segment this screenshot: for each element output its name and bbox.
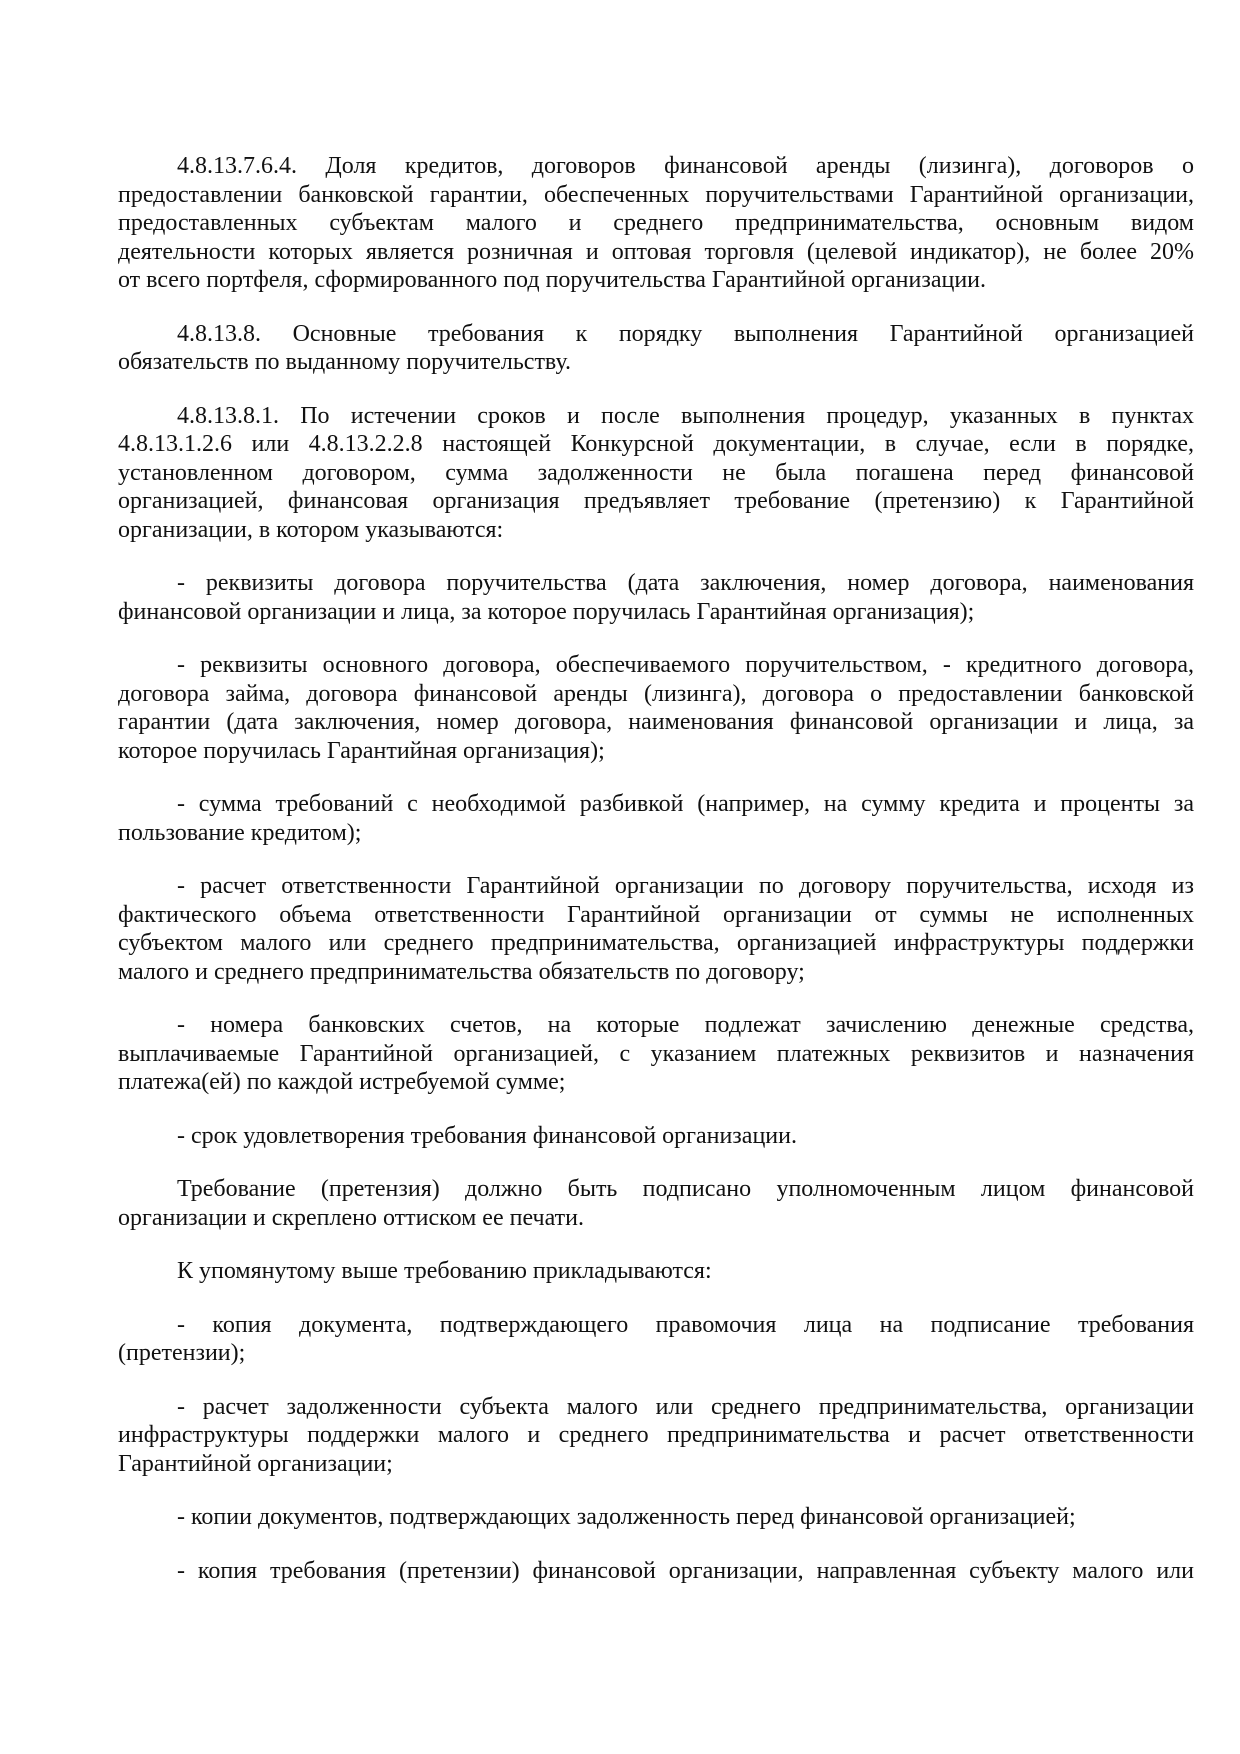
document-page [118,152,1194,1610]
text-line: - реквизиты договора поручительства (дата заключения, номер договора, наименования [177,570,1194,596]
text-line: которое поручилась Гарантийная организация); [118,737,605,764]
text-line: - копия документа, подтверждающего правомочия лица на подписание требования [177,1311,1194,1338]
text-line: от всего портфеля, сформированного под поручительства Гарантийной организации. [118,267,987,293]
text-line: организацией, финансовая организация предъявляет требование (претензию) к Гарантийной [118,488,1194,514]
paragraph [118,790,1194,847]
paragraph [118,651,1194,765]
paragraph [118,1503,1194,1532]
text-line: финансовой организации и лица, за которое поручилась Гарантийная организация); [118,598,975,625]
text-line: предоставлении банковской гарантии, обеспеченных поручительствами Гарантийной организации, [118,181,1194,208]
text-line: выплачиваемые Гарантийной организацией, с указанием платежных реквизитов и назначения [118,1040,1194,1067]
text-line: деятельности которых является розничная и оптовая торговля (целевой индикатор), не более 20% [118,238,1194,265]
paragraph [118,1311,1194,1368]
text-line: фактического объема ответственности Гарантийной организации от суммы не исполненных [118,901,1194,928]
text-line: установленном договором, сумма задолженности не была погашена перед финансовой [118,459,1194,486]
text-line: - расчет задолженности субъекта малого или среднего предпринимательства, организации [177,1393,1194,1420]
text-line: Требование (претензия) должно быть подписано уполномоченным лицом финансовой [177,1176,1194,1202]
text-line: - номера банковских счетов, на которые подлежат зачислению денежные средства, [177,1012,1194,1038]
text-line: пользование кредитом); [118,819,362,846]
text-line: - реквизиты основного договора, обеспечиваемого поручительством, - кредитного договора, [177,652,1194,678]
paragraph [118,1257,1194,1286]
paragraph [118,1011,1194,1097]
text-line: 4.8.13.8.1. По истечении сроков и после выполнения процедур, указанных в пунктах [177,402,1194,429]
text-line: (претензии); [118,1340,246,1366]
text-line: организации, в котором указываются: [118,516,504,543]
text-line: инфраструктуры поддержки малого и среднего предпринимательства и расчет ответственности [118,1422,1194,1448]
text-line: субъектом малого или среднего предпринимательства, организацией инфраструктуры поддержки [118,930,1194,956]
text-line: - копия требования (претензии) финансовой организации, направленная субъекту малого или [177,1557,1194,1584]
text-line: предоставленных субъектам малого и среднего предпринимательства, основным видом [118,210,1194,236]
text-line: 4.8.13.8. Основные требования к порядку выполнения Гарантийной организацией [177,320,1194,347]
paragraph [118,320,1194,377]
paragraph [118,1175,1194,1232]
text-line: - сумма требований с необходимой разбивкой (например, на сумму кредита и проценты за [177,791,1194,817]
text-line: малого и среднего предпринимательства обязательств по договору; [118,958,805,985]
text-line: гарантии (дата заключения, номер договора, наименования финансовой организации и лица, за [118,709,1194,735]
paragraph [118,1122,1194,1151]
text-line: 4.8.13.1.2.6 или 4.8.13.2.2.8 настоящей Конкурсной документации, в случае, если в порядке, [118,431,1194,457]
paragraph [118,1393,1194,1479]
paragraph [118,1557,1194,1586]
paragraph [118,872,1194,986]
text-line: К упомянутому выше требованию прикладываются: [177,1258,712,1284]
text-line: организации и скреплено оттиском ее печати. [118,1204,584,1231]
paragraph [118,152,1194,295]
text-line: договора займа, договора финансовой аренды (лизинга), договора о предоставлении банковской [118,680,1194,707]
text-line: обязательств по выданному поручительству. [118,349,572,375]
text-line: Гарантийной организации; [118,1450,393,1477]
text-line: - срок удовлетворения требования финансовой организации. [177,1122,797,1149]
text-line: 4.8.13.7.6.4. Доля кредитов, договоров финансовой аренды (лизинга), договоров о [177,153,1194,179]
text-line: платежа(ей) по каждой истребуемой сумме; [118,1069,566,1095]
paragraph [118,402,1194,545]
text-line: - расчет ответственности Гарантийной организации по договору поручительства, исходя из [177,873,1194,899]
paragraph [118,569,1194,626]
text-line: - копии документов, подтверждающих задолженность перед финансовой организацией; [177,1504,1076,1530]
